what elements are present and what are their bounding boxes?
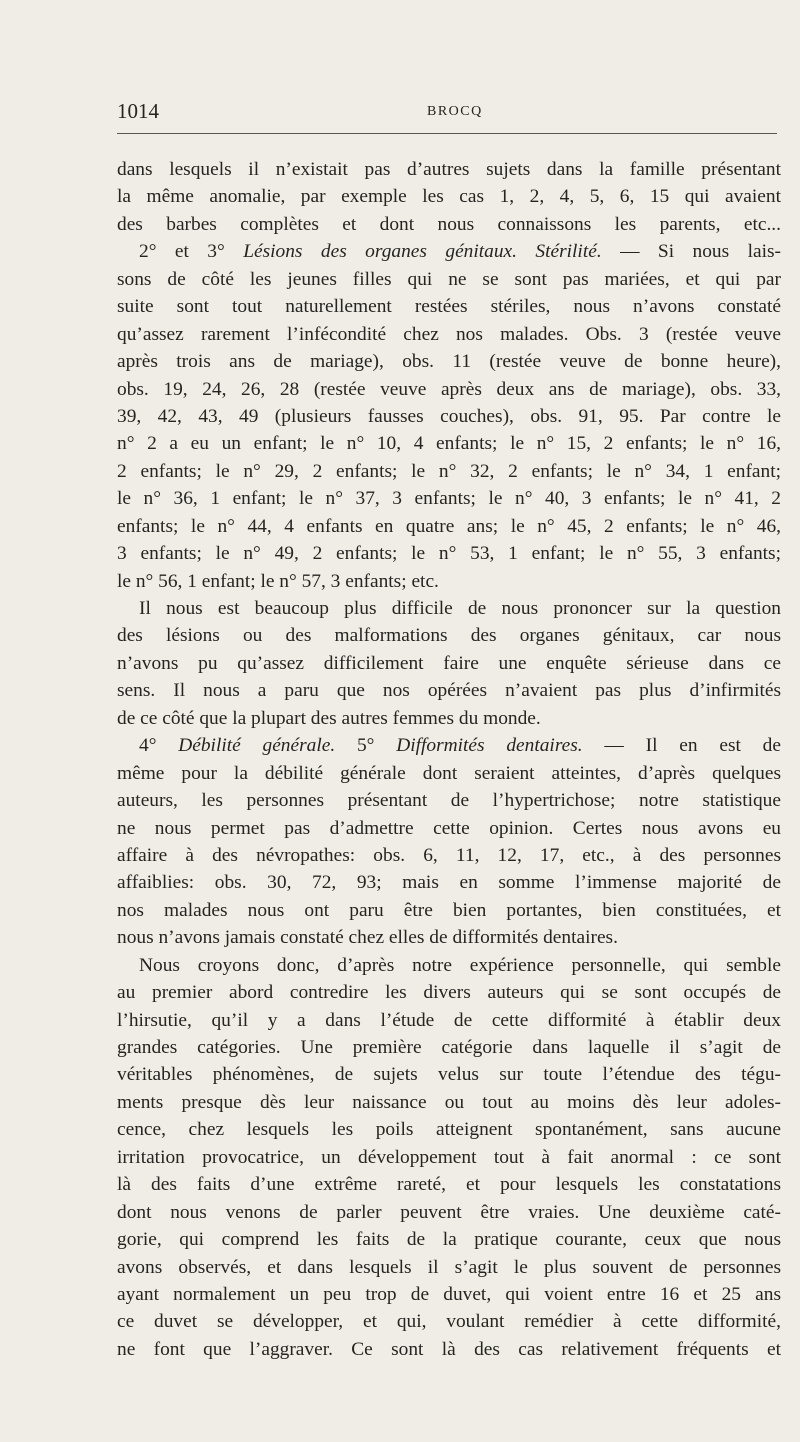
text-line: n’avons pu qu’assez difficilement faire une enquête sérieuse dans ce <box>117 652 781 674</box>
text-line: même pour la débilité générale dont seraient atteintes, d’après quelques <box>117 762 781 784</box>
text-line: la même anomalie, par exemple les cas 1, 2, 4, 5, 6, 15 qui avaient <box>117 186 781 208</box>
text-line: sons de côté les jeunes filles qui ne se sont pas mariées, et qui par <box>117 268 781 290</box>
text-line: Nous croyons donc, d’après notre expérience personnelle, qui semble <box>139 954 781 976</box>
text-line: nous n’avons jamais constaté chez elles de difformités dentaires. <box>117 927 618 949</box>
text-line: auteurs, les personnes présentant de l’hypertrichose; notre statistique <box>117 790 781 812</box>
running-head <box>117 96 777 130</box>
text-line: au premier abord contredire les divers auteurs qui se sont occupés de <box>117 982 781 1004</box>
text-line: affaiblies: obs. 30, 72, 93; mais en somme l’immense majorité de <box>117 872 781 894</box>
text-line: sens. Il nous a paru que nos opérées n’avaient pas plus d’infirmités <box>117 680 781 702</box>
text-line: enfants; le n° 44, 4 enfants en quatre ans; le n° 45, 2 enfants; le n° 46, <box>117 515 781 537</box>
text-line: gorie, qui comprend les faits de la pratique courante, ceux que nous <box>117 1229 781 1251</box>
running-head-author: BROCQ <box>427 104 483 119</box>
text-line: avons observés, et dans lesquels il s’agit le plus souvent de personnes <box>117 1256 781 1278</box>
text-span: 2° et 3° <box>139 241 244 263</box>
text-line: ne font que l’aggraver. Ce sont là des cas relativement fréquents et <box>117 1338 781 1360</box>
text-line: n° 2 a eu un enfant; le n° 10, 4 enfants; le n° 15, 2 enfants; le n° 16, <box>117 433 781 455</box>
italic-heading: Débilité générale. <box>178 735 336 757</box>
text-line: irritation provocatrice, un développement tout à fait anormal : ce sont <box>117 1146 781 1168</box>
text-line: le n° 56, 1 enfant; le n° 57, 3 enfants; etc. <box>117 570 439 592</box>
body-text <box>117 156 781 1363</box>
text-line <box>117 238 781 265</box>
text-line <box>117 732 781 759</box>
page-number: 1014 <box>117 99 159 123</box>
text-line: dans lesquels il n’existait pas d’autres sujets dans la famille présentant <box>117 159 781 180</box>
text-line: le n° 36, 1 enfant; le n° 37, 3 enfants; le n° 40, 3 enfants; le n° 41, 2 <box>117 488 781 510</box>
text-span: 4° <box>139 735 179 757</box>
text-span: 5° <box>335 735 397 757</box>
text-line: l’hirsutie, qu’il y a dans l’étude de cette difformité à établir deux <box>117 1009 781 1031</box>
header-rule <box>117 133 777 134</box>
text-line: de ce côté que la plupart des autres femmes du monde. <box>117 707 541 729</box>
text-line: véritables phénomènes, de sujets velus sur toute l’étendue des tégu- <box>117 1064 781 1086</box>
text-line: 3 enfants; le n° 49, 2 enfants; le n° 53, 1 enfant; le n° 55, 3 enfants; <box>117 543 781 565</box>
text-line: là des faits d’une extrême rareté, et pour lesquels les constatations <box>117 1174 781 1196</box>
text-line: ne nous permet pas d’admettre cette opinion. Certes nous avons eu <box>117 817 781 839</box>
text-line: grandes catégories. Une première catégorie dans laquelle il s’agit de <box>117 1037 781 1058</box>
text-line: 39, 42, 43, 49 (plusieurs fausses couches), obs. 91, 95. Par contre le <box>117 405 781 427</box>
text-line: 2 enfants; le n° 29, 2 enfants; le n° 32, 2 enfants; le n° 34, 1 enfant; <box>117 460 781 482</box>
text-line: dont nous venons de parler peuvent être vraies. Une deuxième caté- <box>117 1201 781 1223</box>
text-line: qu’assez rarement l’infécondité chez nos malades. Obs. 3 (restée veuve <box>117 323 781 345</box>
text-line: suite sont tout naturellement restées stériles, nous n’avons constaté <box>117 296 781 318</box>
text-line: affaire à des névropathes: obs. 6, 11, 12, 17, etc., à des personnes <box>117 844 781 866</box>
italic-heading: Difformités dentaires. <box>396 735 583 757</box>
text-line: cence, chez lesquels les poils atteignent spontanément, sans aucune <box>117 1119 781 1141</box>
text-line: des barbes complètes et dont nous connaissons les parents, etc... <box>117 213 781 235</box>
text-line: Il nous est beaucoup plus difficile de nous prononcer sur la question <box>139 598 781 619</box>
text-line: ments presque dès leur naissance ou tout au moins dès leur adoles- <box>117 1091 781 1113</box>
text-line: des lésions ou des malformations des organes génitaux, car nous <box>117 625 781 647</box>
text-line: obs. 19, 24, 26, 28 (restée veuve après deux ans de mariage), obs. 33, <box>117 378 781 400</box>
italic-heading: Lésions des organes génitaux. Stérilité. <box>243 241 602 263</box>
text-span: — Il en est de <box>582 735 781 757</box>
text-line: après trois ans de mariage), obs. 11 (restée veuve de bonne heure), <box>117 351 781 373</box>
text-span: — Si nous lais- <box>601 241 781 263</box>
text-line: ayant normalement un peu trop de duvet, qui voient entre 16 et 25 ans <box>117 1283 781 1305</box>
text-line: nos malades nous ont paru être bien portantes, bien constituées, et <box>117 899 781 921</box>
text-line: ce duvet se développer, et qui, voulant remédier à cette difformité, <box>117 1311 781 1333</box>
